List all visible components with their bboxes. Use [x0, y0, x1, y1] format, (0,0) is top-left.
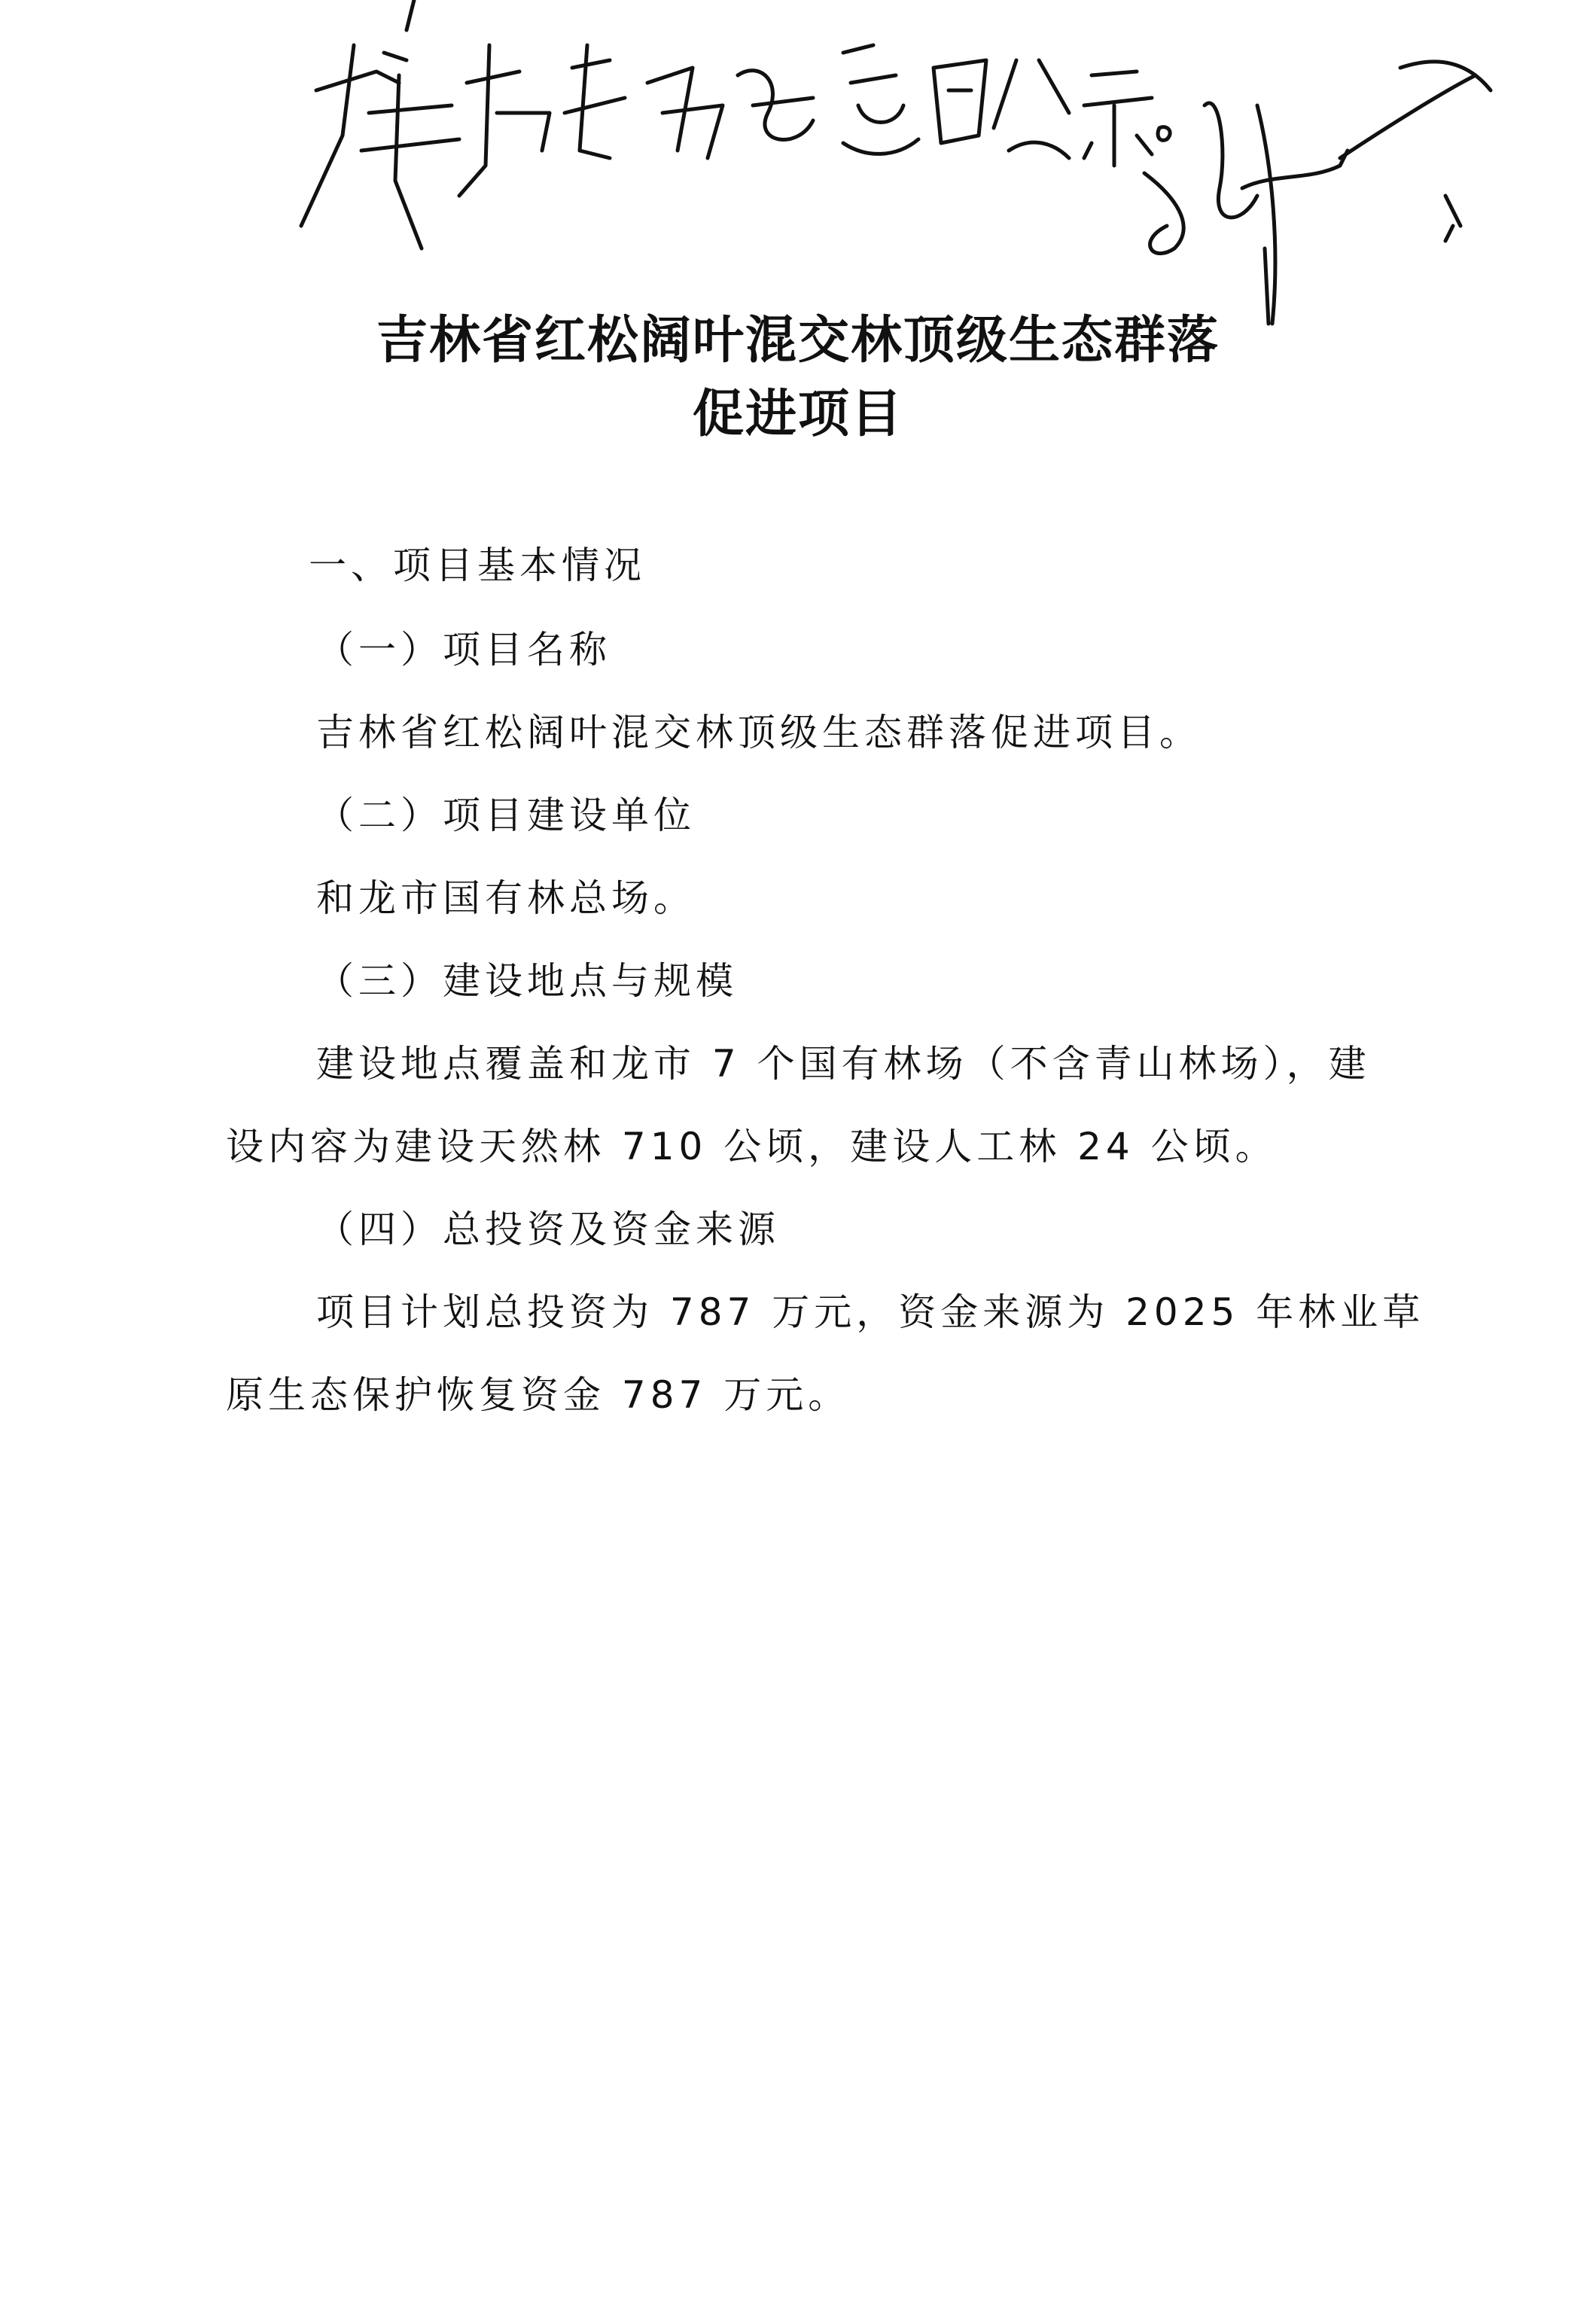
paragraph-investment-line2: 原生态保护恢复资金 787 万元。: [226, 1373, 851, 1417]
paragraph-project-name: 吉林省红松阔叶混交林顶级生态群落促进项目。: [316, 711, 1202, 754]
paragraph-investment-line1: 项目计划总投资为 787 万元，资金来源为 2025 年林业草: [316, 1290, 1425, 1334]
document-title-line2: 促进项目: [692, 384, 903, 444]
paragraph-location-scale-line1: 建设地点覆盖和龙市 7 个国有林场（不含青山林场），建: [316, 1042, 1371, 1086]
subheading-construction-unit: （二）项目建设单位: [316, 793, 696, 837]
paragraph-construction-unit: 和龙市国有林总场。: [316, 876, 696, 920]
subheading-location-scale: （三）建设地点与规模: [316, 959, 738, 1003]
paragraph-location-scale-line2: 设内容为建设天然林 710 公顷，建设人工林 24 公顷。: [226, 1125, 1278, 1168]
document-title-line1: 吉林省红松阔叶混交林顶级生态群落: [376, 310, 1220, 370]
subheading-project-name: （一）项目名称: [316, 628, 611, 672]
section-heading-basic-info: 一、项目基本情况: [309, 544, 646, 587]
subheading-investment: （四）总投资及资金来源: [316, 1208, 780, 1251]
